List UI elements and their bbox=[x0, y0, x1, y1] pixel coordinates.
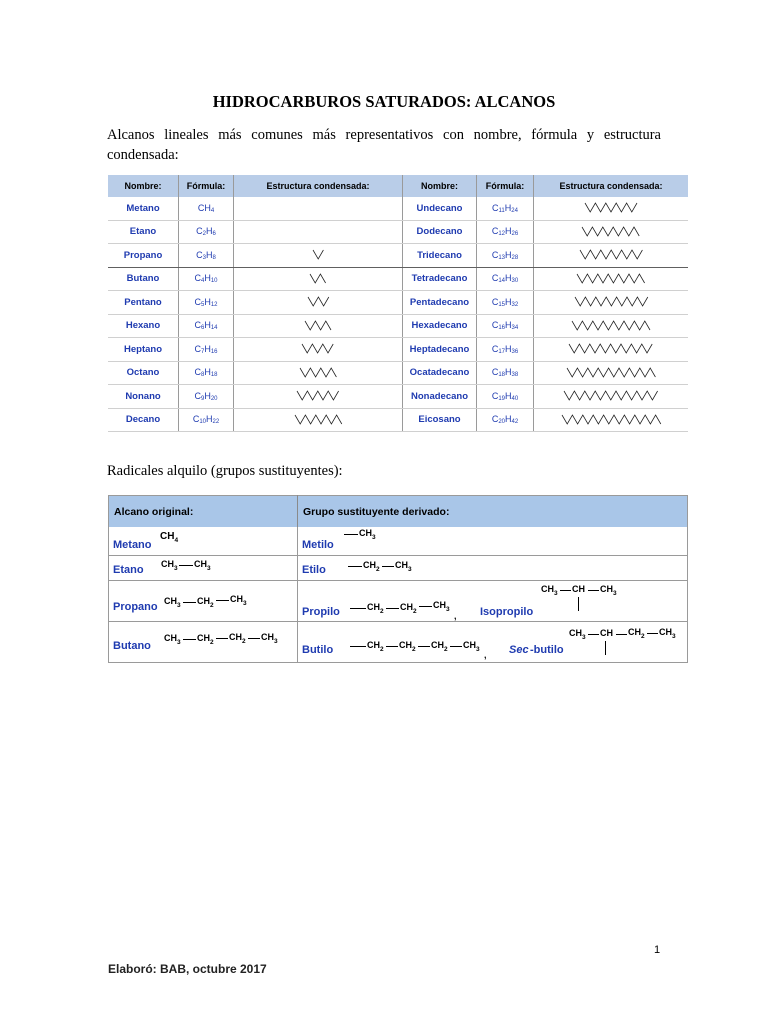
radical-cell-propilo bbox=[298, 580, 688, 621]
zigzag-line bbox=[564, 391, 658, 400]
formula-h-count: 40 bbox=[511, 395, 519, 402]
alkane-name-metano: Metano bbox=[113, 539, 152, 551]
formula-c: C bbox=[194, 320, 201, 331]
alkane-name-butano: Butano bbox=[113, 639, 151, 652]
structure-cell bbox=[534, 385, 689, 409]
alkane-name: Dodecano bbox=[403, 220, 477, 244]
bond-line bbox=[616, 634, 627, 635]
formula-h-count: 24 bbox=[511, 207, 518, 214]
formula-h-count: 32 bbox=[511, 301, 519, 308]
formula-cell bbox=[477, 385, 534, 409]
radical-name-metilo: Metilo bbox=[302, 539, 334, 551]
separator-comma: , bbox=[454, 610, 457, 621]
radical-row-etano bbox=[109, 555, 688, 580]
radical-cell-metilo bbox=[298, 527, 688, 555]
zigzag-structure bbox=[295, 390, 341, 402]
zigzag-line bbox=[300, 368, 336, 377]
structure-cell bbox=[234, 361, 403, 385]
formula-etilo-2: $CH_3$ bbox=[395, 559, 412, 573]
formula-cell bbox=[477, 361, 534, 385]
formula-cell bbox=[179, 361, 234, 385]
radical-cell-butilo bbox=[298, 621, 688, 662]
alkane-name: Hexadecano bbox=[403, 314, 477, 338]
formula-h-count: 26 bbox=[511, 231, 519, 238]
zigzag-structure bbox=[303, 320, 333, 332]
page-title: HIDROCARBUROS SATURADOS: ALCANOS bbox=[212, 92, 556, 111]
formula-secbutilo-3: $CH_2$ bbox=[628, 626, 645, 640]
formula-cell bbox=[179, 291, 234, 315]
separator-comma: , bbox=[484, 649, 487, 660]
formula-h-count: 18 bbox=[210, 372, 218, 379]
formula-c-count: 2 bbox=[202, 231, 206, 238]
formula-secbutilo-4: $CH_3$ bbox=[659, 626, 676, 640]
formula-h: H bbox=[206, 414, 213, 425]
formula-h-count: 6 bbox=[212, 231, 216, 238]
formula-h: H bbox=[505, 249, 512, 260]
table-row bbox=[108, 408, 688, 432]
table-row bbox=[108, 244, 688, 268]
bond-line bbox=[179, 565, 193, 566]
formula-c: C bbox=[194, 343, 201, 354]
formula-butilo-2: $CH_2$ bbox=[399, 639, 416, 653]
formula-ch4: $CH_4$ bbox=[160, 531, 179, 544]
col-header-nombre-2: Nombre: bbox=[403, 175, 477, 197]
formula-c-count: 7 bbox=[200, 348, 205, 355]
radical-cell-etilo bbox=[298, 555, 688, 580]
formula-c: C bbox=[196, 226, 203, 237]
bond-line bbox=[560, 590, 571, 591]
zigzag-line bbox=[569, 344, 652, 353]
alkane-name: Undecano bbox=[403, 197, 477, 220]
radical-row-propano bbox=[109, 580, 688, 621]
table-row bbox=[108, 314, 688, 338]
zigzag-structure bbox=[311, 249, 325, 261]
alkane-name: Ocatadecano bbox=[403, 361, 477, 385]
zigzag-line bbox=[562, 415, 661, 424]
alkane-cell-metano bbox=[109, 527, 298, 555]
formula-propano-2: $CH_2$ bbox=[197, 595, 214, 609]
formula-c: C bbox=[491, 390, 499, 401]
zigzag-structure bbox=[300, 343, 335, 355]
formula-cell bbox=[179, 267, 234, 291]
formula-c-count: 19 bbox=[498, 395, 505, 402]
zigzag-line bbox=[313, 250, 323, 259]
formula-c-count: 10 bbox=[199, 419, 206, 426]
formula-c-count: 3 bbox=[202, 254, 206, 261]
zigzag-structure bbox=[562, 390, 660, 402]
formula-h: H bbox=[204, 296, 211, 307]
formula-cell bbox=[179, 197, 234, 220]
table-row bbox=[108, 385, 688, 409]
formula-cell bbox=[477, 314, 534, 338]
formula-c-count: 20 bbox=[498, 419, 505, 426]
structure-cell bbox=[234, 267, 403, 291]
structure-cell bbox=[234, 408, 403, 432]
formula-c-count: 12 bbox=[498, 231, 505, 238]
formula-h: H bbox=[505, 296, 512, 307]
col-header-alcano-original: Alcano original: bbox=[109, 496, 298, 528]
formula-etano: $CH_3$ bbox=[161, 558, 178, 572]
formula-c-count: 4 bbox=[200, 278, 205, 285]
formula-h-count: 14 bbox=[210, 325, 218, 332]
formula-c: C bbox=[491, 296, 499, 307]
table-row bbox=[108, 267, 688, 291]
formula-cell bbox=[179, 338, 234, 362]
formula-c: C bbox=[491, 249, 499, 260]
zigzag-line bbox=[295, 415, 342, 424]
radical-name-propilo: Propilo bbox=[302, 605, 340, 618]
bond-line bbox=[386, 608, 399, 609]
formula-cell bbox=[477, 244, 534, 268]
structure-cell bbox=[234, 291, 403, 315]
zigzag-line bbox=[297, 391, 339, 400]
zigzag-structure bbox=[565, 367, 657, 379]
alkane-name: Pentano bbox=[108, 291, 179, 315]
bond-line bbox=[450, 646, 462, 647]
formula-c-count: 8 bbox=[200, 372, 205, 379]
table-row bbox=[108, 197, 688, 220]
zigzag-line bbox=[580, 250, 642, 259]
zigzag-line bbox=[310, 274, 326, 283]
formula-h: H bbox=[204, 273, 211, 284]
formula-propilo-3: $CH_3$ bbox=[433, 599, 450, 613]
radical-name-sec-butilo: -butilo bbox=[530, 643, 564, 656]
formula-isopropilo: $CH_3$ bbox=[541, 583, 558, 597]
formula-h: H bbox=[505, 320, 512, 331]
formula-h-count: 38 bbox=[511, 372, 519, 379]
table-row bbox=[108, 220, 688, 244]
alkane-name: Eicosano bbox=[403, 408, 477, 432]
formula-cell bbox=[477, 291, 534, 315]
zigzag-structure bbox=[308, 273, 328, 285]
structure-cell bbox=[234, 220, 403, 244]
formula-h-count: 22 bbox=[212, 419, 220, 426]
formula-c-count: 14 bbox=[498, 278, 505, 285]
bond-line bbox=[183, 639, 196, 640]
col-header-grupo-sustituyente: Grupo sustituyente derivado: bbox=[298, 496, 688, 528]
formula-c: C bbox=[491, 226, 499, 237]
formula-c: C bbox=[194, 296, 201, 307]
structure-cell bbox=[534, 338, 689, 362]
structure-cell bbox=[534, 220, 689, 244]
formula-isopropilo-2: CH bbox=[572, 583, 585, 594]
col-header-estructura-2: Estructura condensada: bbox=[534, 175, 689, 197]
bond-line bbox=[216, 600, 229, 601]
bond-line bbox=[350, 646, 366, 647]
alkane-name: Tetradecano bbox=[403, 267, 477, 291]
zigzag-structure bbox=[567, 343, 654, 355]
radicals-table bbox=[108, 495, 688, 663]
formula-c: C bbox=[491, 367, 499, 378]
formula-cell bbox=[477, 408, 534, 432]
formula-h: H bbox=[505, 226, 512, 237]
formula-h: H bbox=[204, 202, 211, 213]
radicals-heading: Radicales alquilo (grupos sustituyentes): bbox=[107, 463, 343, 479]
structure-cell bbox=[534, 197, 689, 220]
formula-propano: $CH_3$ bbox=[164, 595, 181, 609]
alkane-name: Hexano bbox=[108, 314, 179, 338]
formula-h-count: 42 bbox=[511, 419, 519, 426]
formula-h: H bbox=[204, 390, 211, 401]
zigzag-structure bbox=[560, 414, 663, 426]
formula-butilo: $CH_2$ bbox=[367, 639, 384, 653]
alkane-cell-etano bbox=[109, 555, 298, 580]
table-row bbox=[108, 291, 688, 315]
formula-butano-4: $CH_3$ bbox=[261, 631, 278, 645]
zigzag-line bbox=[582, 227, 639, 236]
alkane-name-etano: Etano bbox=[113, 563, 144, 576]
formula-h-count: 20 bbox=[210, 395, 218, 402]
zigzag-structure bbox=[298, 367, 338, 379]
bond-line bbox=[382, 566, 394, 567]
alkane-name: Propano bbox=[108, 244, 179, 268]
bond-line bbox=[588, 634, 599, 635]
bond-line bbox=[588, 590, 599, 591]
formula-h-count: 36 bbox=[511, 348, 519, 355]
zigzag-structure bbox=[293, 414, 344, 426]
formula-c: C bbox=[194, 273, 201, 284]
alkane-cell-propano bbox=[109, 580, 298, 621]
structure-cell bbox=[234, 244, 403, 268]
formula-h: H bbox=[505, 414, 512, 425]
formula-c: C bbox=[197, 202, 205, 213]
formula-h-count: 16 bbox=[210, 348, 218, 355]
bond-line bbox=[418, 646, 430, 647]
formula-propilo-2: $CH_2$ bbox=[400, 601, 417, 615]
structure-cell bbox=[534, 244, 689, 268]
zigzag-line bbox=[585, 203, 637, 212]
formula-secbutilo-2: CH bbox=[600, 627, 613, 638]
formula-h: H bbox=[204, 343, 211, 354]
structure-cell bbox=[234, 197, 403, 220]
intro-paragraph: Alcanos lineales más comunes más representativos con nombre, fórmula y estructura condensada: bbox=[107, 127, 661, 163]
alkane-name: Nonadecano bbox=[403, 385, 477, 409]
radical-row-metano bbox=[109, 527, 688, 555]
formula-c-count: 5 bbox=[200, 301, 205, 308]
formula-cell bbox=[477, 338, 534, 362]
col-header-formula-2: Fórmula: bbox=[477, 175, 534, 197]
bond-line-vertical bbox=[578, 597, 579, 611]
structure-cell bbox=[534, 408, 689, 432]
zigzag-line bbox=[308, 297, 329, 306]
formula-c-count: 6 bbox=[200, 325, 205, 332]
alkane-name: Heptano bbox=[108, 338, 179, 362]
formula-h: H bbox=[505, 343, 512, 354]
formula-h: H bbox=[505, 390, 512, 401]
alkane-name: Pentadecano bbox=[403, 291, 477, 315]
formula-c: C bbox=[194, 367, 201, 378]
alkane-name: Octano bbox=[108, 361, 179, 385]
formula-h-count: 34 bbox=[511, 325, 519, 332]
bond-line bbox=[248, 638, 260, 639]
formula-butilo-3: $CH_2$ bbox=[431, 639, 448, 653]
structure-cell bbox=[534, 291, 689, 315]
bond-line bbox=[216, 638, 228, 639]
formula-c-count: 16 bbox=[498, 325, 505, 332]
formula-c-count: 9 bbox=[200, 395, 205, 402]
structure-cell bbox=[234, 385, 403, 409]
alkane-cell-butano bbox=[109, 621, 298, 662]
formula-cell bbox=[179, 408, 234, 432]
col-header-formula: Fórmula: bbox=[179, 175, 234, 197]
formula-h: H bbox=[204, 367, 211, 378]
footer-author: Elaboró: BAB, octubre 2017 bbox=[108, 962, 267, 976]
col-header-estructura: Estructura condensada: bbox=[234, 175, 403, 197]
bond-line bbox=[183, 602, 196, 603]
formula-butano: $CH_3$ bbox=[164, 632, 181, 646]
zigzag-line bbox=[302, 344, 333, 353]
formula-isopropilo-3: $CH_3$ bbox=[600, 583, 617, 597]
formula-secbutilo: $CH_3$ bbox=[569, 627, 586, 641]
formula-h: H bbox=[206, 249, 213, 260]
formula-cell bbox=[179, 244, 234, 268]
alkanes-table-header bbox=[108, 175, 688, 197]
bond-line-vertical bbox=[605, 641, 606, 655]
formula-cell bbox=[477, 220, 534, 244]
zigzag-structure bbox=[573, 296, 650, 308]
alkane-name: Etano bbox=[108, 220, 179, 244]
formula-etano-2: $CH_3$ bbox=[194, 558, 211, 572]
formula-h-count: 8 bbox=[212, 254, 216, 261]
alkane-name: Butano bbox=[108, 267, 179, 291]
zigzag-line bbox=[305, 321, 331, 330]
formula-c: C bbox=[491, 320, 499, 331]
alkane-name: Tridecano bbox=[403, 244, 477, 268]
bond-line bbox=[348, 566, 362, 567]
formula-h-count: 10 bbox=[210, 278, 218, 285]
formula-c: C bbox=[491, 273, 499, 284]
formula-c-count: 18 bbox=[498, 372, 505, 379]
alkane-name: Nonano bbox=[108, 385, 179, 409]
formula-cell bbox=[477, 197, 534, 220]
formula-c: C bbox=[196, 249, 203, 260]
formula-h-count: 28 bbox=[511, 254, 519, 261]
radical-row-butano bbox=[109, 621, 688, 662]
alkane-name: Decano bbox=[108, 408, 179, 432]
formula-h: H bbox=[504, 202, 512, 213]
zigzag-line bbox=[567, 368, 655, 377]
formula-c: C bbox=[192, 414, 200, 425]
structure-cell bbox=[534, 267, 689, 291]
formula-butano-3: $CH_2$ bbox=[229, 631, 246, 645]
formula-h-count: 30 bbox=[511, 278, 519, 285]
structure-cell bbox=[234, 314, 403, 338]
structure-cell bbox=[234, 338, 403, 362]
formula-c-count: 13 bbox=[498, 254, 505, 261]
alkanes-table bbox=[108, 175, 688, 432]
formula-h: H bbox=[505, 273, 512, 284]
zigzag-structure bbox=[570, 320, 652, 332]
zigzag-line bbox=[572, 321, 650, 330]
formula-h: H bbox=[206, 226, 213, 237]
zigzag-structure bbox=[583, 202, 639, 214]
formula-c: C bbox=[491, 414, 499, 425]
bond-line bbox=[344, 534, 358, 535]
bond-line bbox=[386, 646, 398, 647]
formula-etilo: $CH_2$ bbox=[363, 559, 380, 573]
formula-c-count: 17 bbox=[498, 348, 505, 355]
formula-propilo: $CH_2$ bbox=[367, 601, 384, 615]
page-number: 1 bbox=[654, 944, 661, 956]
bond-line bbox=[350, 608, 366, 609]
radical-name-sec-prefix: Sec bbox=[509, 643, 529, 656]
radical-name-etilo: Etilo bbox=[302, 563, 326, 576]
alkane-name: Heptadecano bbox=[403, 338, 477, 362]
formula-butilo-4: $CH_3$ bbox=[463, 639, 480, 653]
zigzag-line bbox=[577, 274, 645, 283]
zigzag-structure bbox=[575, 273, 647, 285]
formula-h-count: 4 bbox=[210, 207, 215, 214]
col-header-nombre: Nombre: bbox=[108, 175, 179, 197]
formula-ch3: $CH_3$ bbox=[359, 528, 376, 541]
formula-c: C bbox=[492, 202, 499, 213]
table-row bbox=[108, 338, 688, 362]
formula-c-count: 11 bbox=[498, 207, 505, 214]
formula-c: C bbox=[491, 343, 499, 354]
formula-c: C bbox=[194, 390, 201, 401]
formula-h-count: 12 bbox=[210, 301, 218, 308]
formula-butano-2: $CH_2$ bbox=[197, 632, 214, 646]
zigzag-structure bbox=[306, 296, 331, 308]
alkane-name: Metano bbox=[108, 197, 179, 220]
formula-cell bbox=[179, 314, 234, 338]
formula-cell bbox=[179, 385, 234, 409]
bond-line bbox=[647, 633, 658, 634]
zigzag-line bbox=[575, 297, 648, 306]
alkane-name-propano: Propano bbox=[113, 600, 158, 613]
formula-h: H bbox=[505, 367, 512, 378]
structure-cell bbox=[534, 314, 689, 338]
bond-line bbox=[419, 606, 432, 607]
formula-c-count: 15 bbox=[498, 301, 505, 308]
formula-propano-3: $CH_3$ bbox=[230, 593, 247, 607]
structure-cell bbox=[534, 361, 689, 385]
radical-name-butilo: Butilo bbox=[302, 643, 334, 656]
zigzag-structure bbox=[580, 226, 641, 238]
zigzag-structure bbox=[578, 249, 644, 261]
formula-cell bbox=[179, 220, 234, 244]
formula-cell bbox=[477, 267, 534, 291]
table-row bbox=[108, 361, 688, 385]
radical-name-isopropilo: Isopropilo bbox=[480, 605, 534, 618]
formula-h: H bbox=[204, 320, 211, 331]
